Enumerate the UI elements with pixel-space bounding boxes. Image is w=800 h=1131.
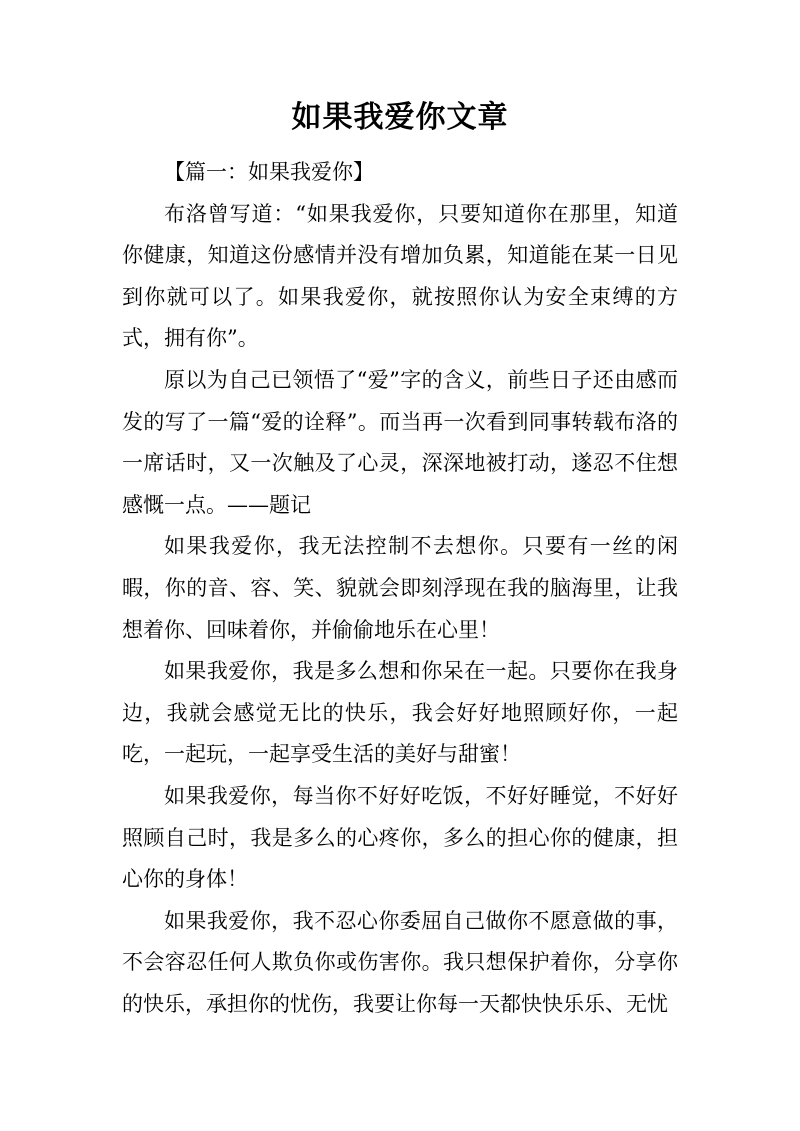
paragraph: 如果我爱你，每当你不好好吃饭，不好好睡觉，不好好照顾自己时，我是多么的心疼你，多么的担心你的健康，担心你的身体！ [122, 783, 678, 892]
document-body [122, 152, 678, 1025]
paragraph: 如果我爱你，我无法控制不去想你。只要有一丝的闲暇，你的音、容、笑、貌就会即刻浮现在我的脑海里，让我想着你、回味着你，并偷偷地乐在心里！ [122, 534, 678, 642]
paragraph: 如果我爱你，我不忍心你委屈自己做你不愿意做的事，不会容忍任何人欺负你或伤害你。我只想保护着你，分享你的快乐，承担你的忧伤，我要让你每一天都快快乐乐、无忧 [122, 908, 678, 1016]
document-title: 如果我爱你文章 [291, 100, 509, 135]
paragraph: 原以为自己已领悟了“爱”字的含义，前些日子还由感而发的写了一篇“爱的诠释”。而当再一次看到同事转载布洛的一席话时，又一次触及了心灵，深深地被打动，遂忍不住想感慨一点。——题记 [122, 367, 678, 517]
paragraph: 如果我爱你，我是多么想和你呆在一起。只要你在我身边，我就会感觉无比的快乐，我会好好地照顾好你，一起吃，一起玩，一起享受生活的美好与甜蜜！ [122, 659, 678, 767]
paragraph: 布洛曾写道：“如果我爱你，只要知道你在那里，知道你健康，知道这份感情并没有增加负累，知道能在某一日见到你就可以了。如果我爱你，就按照你认为安全束缚的方式，拥有你”。 [122, 201, 678, 351]
section-heading: 【篇一：如果我爱你】 [164, 160, 374, 184]
